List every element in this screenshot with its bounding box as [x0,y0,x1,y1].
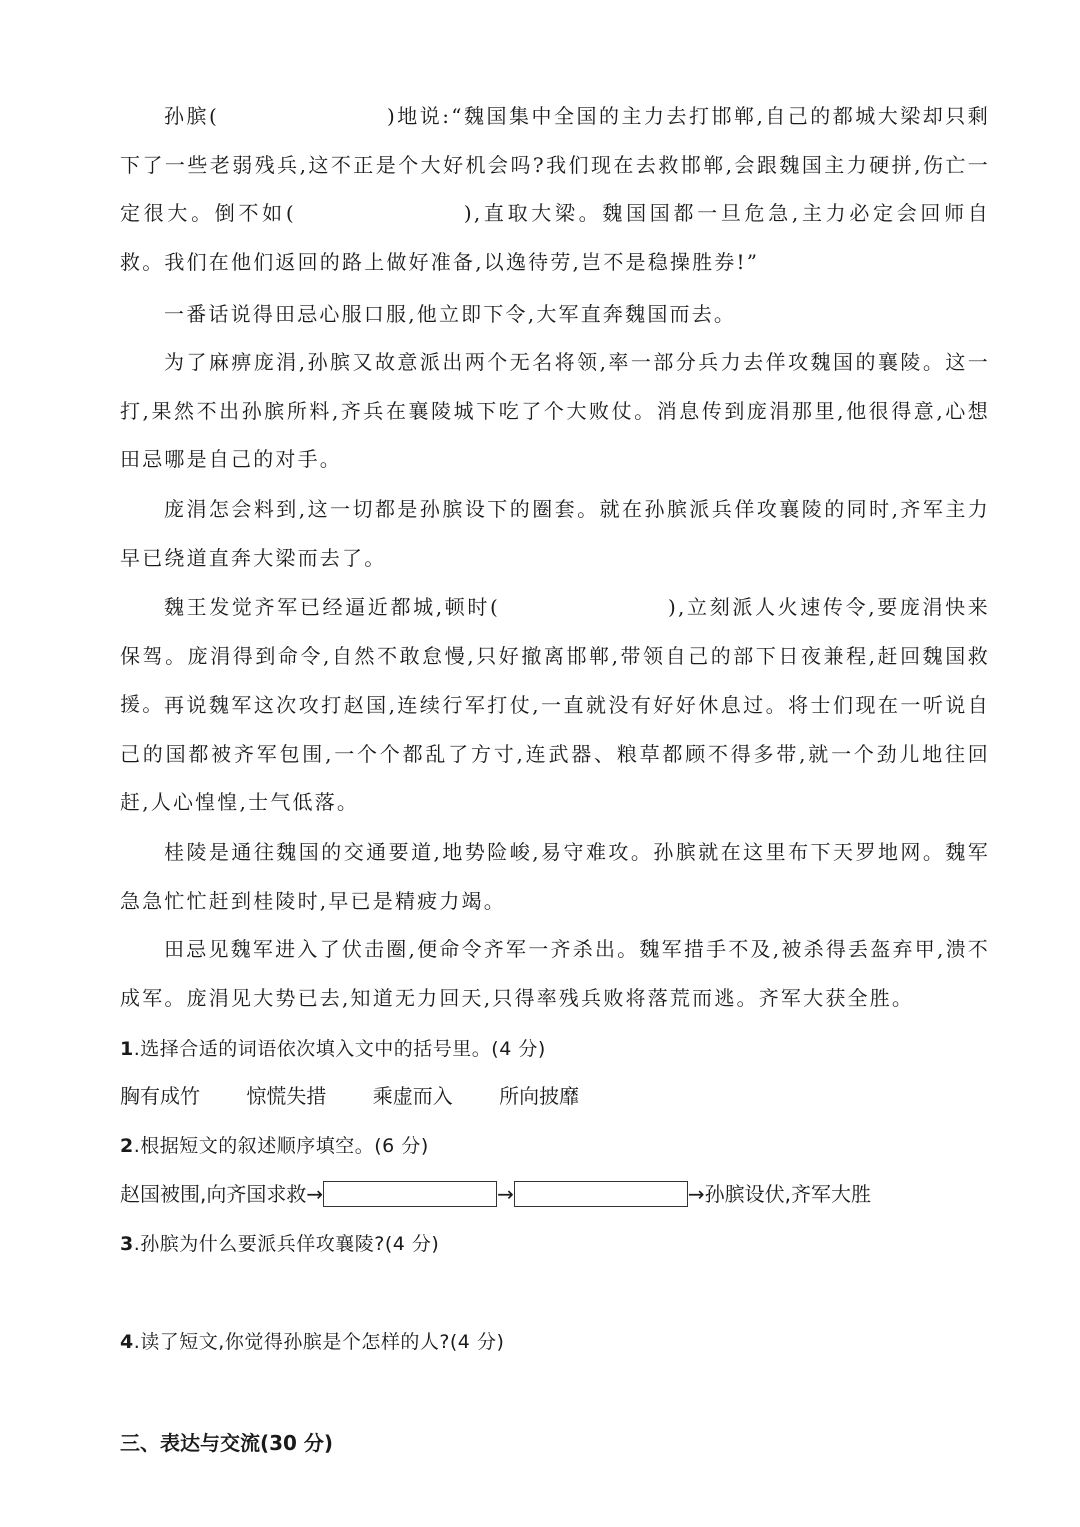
option-1: 胸有成竹 [120,1084,200,1108]
passage-paragraph-6: 再说魏军这次攻打赵国,连续行军打仗,一直就没有好好休息过。将士们现在一听说自己的国都被齐军包围,一个个都乱了方寸,连武器、粮草都顾不得多带,就一个劲儿地往回赶,人心惶惶,士气低落。 [120,693,990,814]
question-1-number: 1 [120,1038,134,1060]
question-3-text: .孙膑为什么要派兵佯攻襄陵?(4 分) [133,1233,440,1255]
p1-text-b: )地说:“魏国集中全国的主力去打邯郸,自己的都城大梁却只剩下了一些老弱残兵,这不正是个大好机会吗?我们现在去救邯郸,会跟魏国主力硬拼,伤亡一定很大。倒不如( [120,104,990,225]
arrow-1: → [306,1182,324,1206]
question-4 [120,1329,504,1355]
passage-paragraph-1 [120,92,990,286]
passage-paragraph-7: 桂陵是通往魏国的交通要道,地势险峻,易守难攻。孙膑就在这里布下天罗地网。魏军急急忙忙赶到桂陵时,早已是精疲力竭。 [120,840,990,913]
question-1 [120,1036,546,1062]
passage-paragraph-8: 田忌见魏军进入了伏击圈,便命令齐军一齐杀出。魏军措手不及,被杀得丢盔弃甲,溃不成军。庞涓见大势已去,知道无力回天,只得率残兵败将落荒而逃。齐军大获全胜。 [120,937,990,1010]
question-4-number: 4 [120,1331,134,1353]
sequence-chain [120,1180,871,1208]
sequence-end: 孙膑设伏,齐军大胜 [704,1182,872,1206]
question-2-number: 2 [120,1135,134,1157]
option-2: 惊慌失措 [246,1084,327,1108]
p1-text-c: ),直取大梁。魏国国都一旦危急,主力必定会回师自救。我们在他们返回的路上做好准备,以逸待劳,岂不是稳操胜券!” [120,201,990,274]
question-3-number: 3 [120,1233,134,1255]
p1-text-a: 孙膑( [164,104,219,128]
question-2-text: .根据短文的叙述顺序填空。(6 分) [133,1135,429,1157]
sequence-start: 赵国被围,向齐国求救 [120,1182,307,1206]
question-2 [120,1133,429,1159]
question-1-text: .选择合适的词语依次填入文中的括号里。(4 分) [133,1038,546,1060]
passage-paragraph-3: 为了麻痹庞涓,孙膑又故意派出两个无名将领,率一部分兵力去佯攻魏国的襄陵。这一打,果然不出孙膑所料,齐兵在襄陵城下吃了个大败仗。消息传到庞涓那里,他很得意,心想田忌哪是自己的对手。 [120,350,990,471]
option-4: 所向披靡 [499,1084,580,1108]
arrow-3: → [687,1182,705,1206]
sequence-box-1[interactable] [323,1181,497,1207]
question-1-options [120,1080,619,1112]
section-3-heading: 三、表达与交流(30 分) [120,1431,334,1455]
sequence-box-2[interactable] [514,1181,688,1207]
p5-text-b: ),立刻派人火速传令,要庞涓快来保驾。庞涓得到命令,自然不敢怠慢,只好撤离邯郸,带领自己的部下日夜兼程,赶回魏国救援。 [120,595,990,716]
p5-text-a: 魏王发觉齐军已经逼近都城,顿时( [164,595,501,619]
passage-paragraph-4: 庞涓怎会料到,这一切都是孙膑设下的圈套。就在孙膑派兵佯攻襄陵的同时,齐军主力早已绕道直奔大梁而去了。 [120,497,990,570]
question-4-text: .读了短文,你觉得孙膑是个怎样的人?(4 分) [133,1331,505,1353]
passage-paragraph-2: 一番话说得田忌心服口服,他立即下令,大军直奔魏国而去。 [164,302,737,326]
option-3: 乘虚而入 [372,1084,453,1108]
question-3 [120,1231,439,1257]
arrow-2: → [497,1182,514,1206]
